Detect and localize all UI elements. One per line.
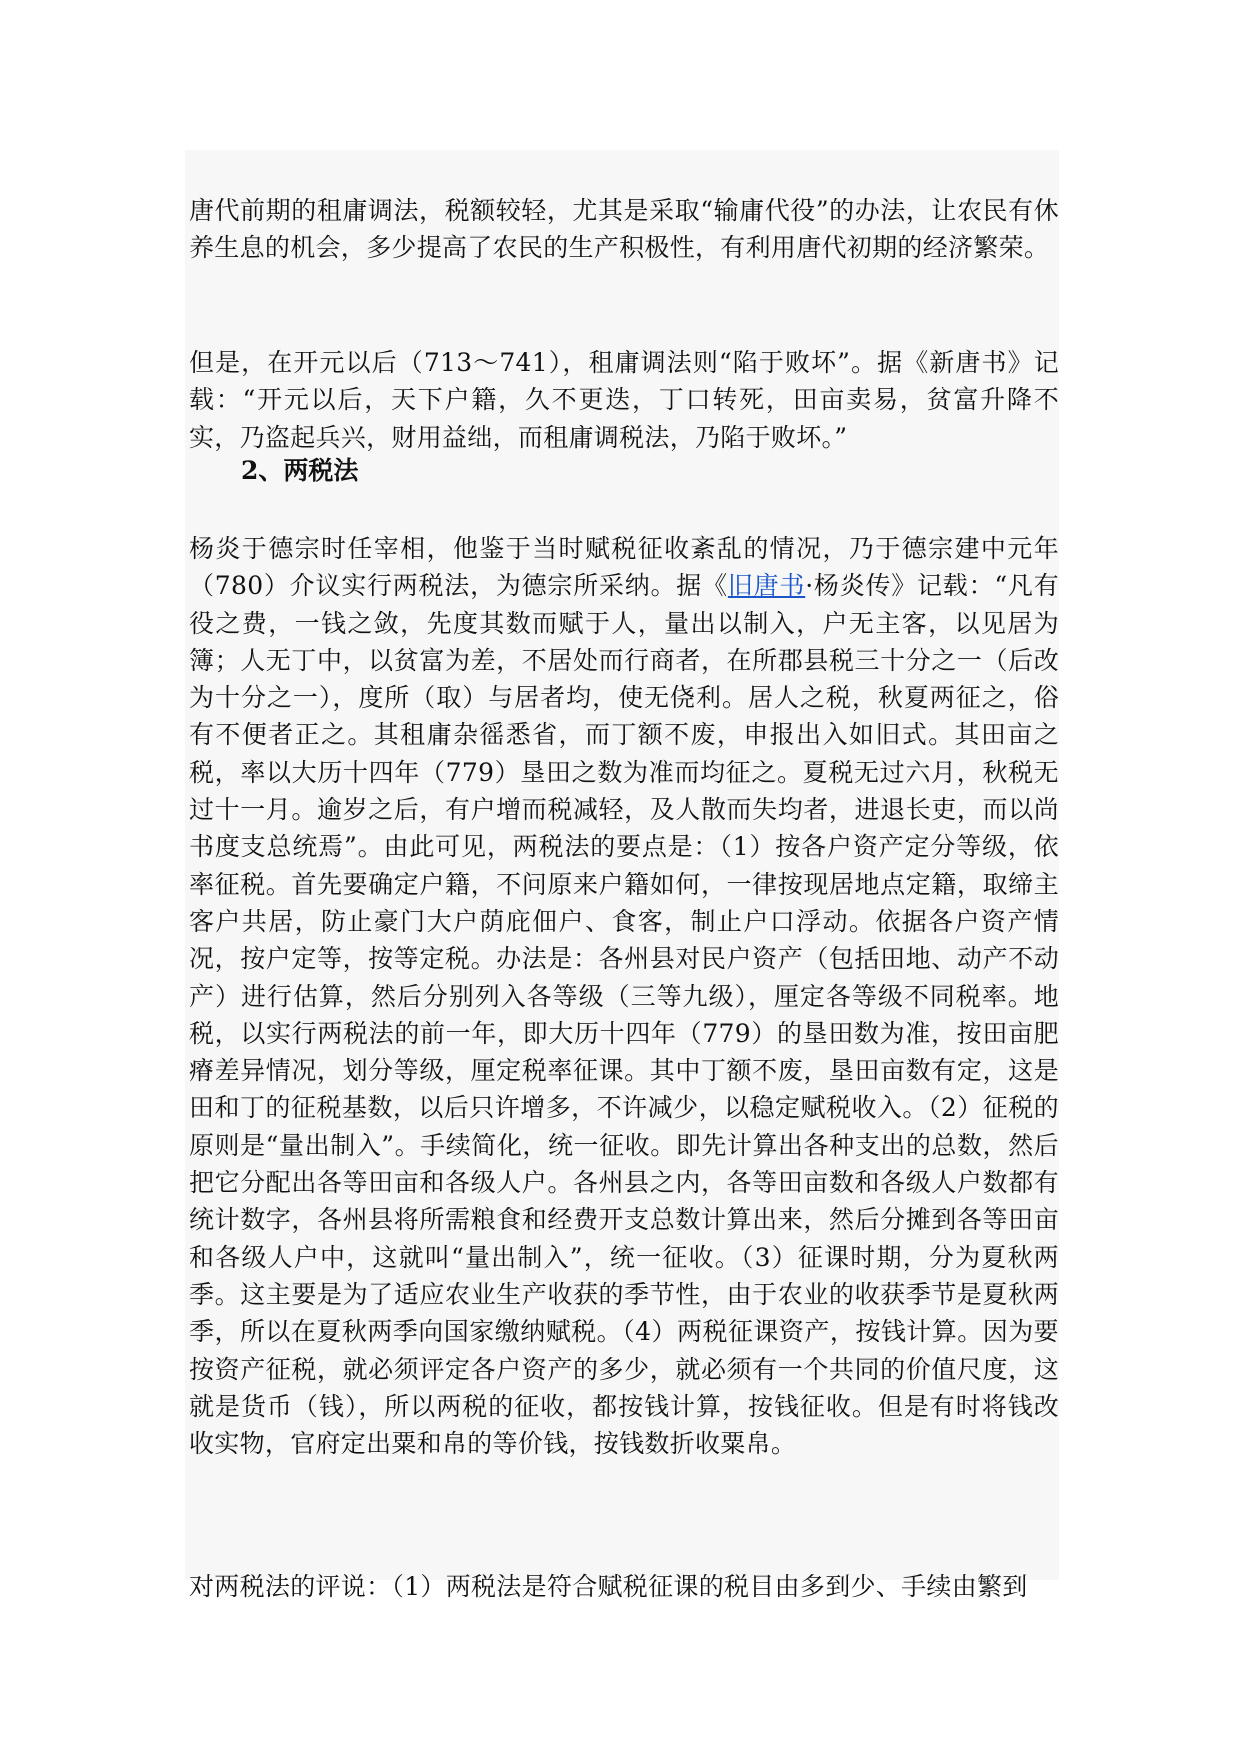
paragraph-text-before-link: 杨炎于德宗时任宰相，他鉴于当时赋税征收紊乱的情况，乃于德宗建中元年（780）介议实行两税法，为德宗所采纳。据《 [189,534,1059,601]
paragraph-yangyan-liangshuifa [189,530,1059,1462]
jiu-tang-shu-link[interactable]: 旧唐书 [727,571,806,601]
paragraph-zuyongdiao-early: 唐代前期的租庸调法，税额较轻，尤其是采取“输庸代役”的办法，让农民有休养生息的机会，多少提高了农民的生产积极性，有利用唐代初期的经济繁荣。 [189,196,1059,263]
paragraph-kaiyuan-decline: 但是，在开元以后（713～741），租庸调法则“陷于败坏”。据《新唐书》记载：“开元以后，天下户籍，久不更迭，丁口转死，田亩卖易，贫富升降不实，乃盗起兵兴，财用益绌，而租庸调税法，乃陷于败坏。” [189,348,1059,452]
paragraph-text-after-link: ·杨炎传》记载：“凡有役之费，一钱之敛，先度其数而赋于人，量出以制入，户无主客，以见居为簿；人无丁中，以贫富为差，不居处而行商者，在所郡县税三十分之一（后改为十分之一），度所（取）与居者均，使无侥利。居人之税，秋夏两征之，俗有不便者正之。其租庸杂徭悉省，而丁额不废，申报出入如旧式。其田亩之税，率以大历十四年（779）垦田之数为准而均征之。夏税无过六月，秋税无过十一月。逾岁之后，有户增而税减轻，及人散而失均者，进退长吏，而以尚书度支总统焉”。由此可见，两税法的要点是：（1）按各户资产定分等级，依率征税。首先要确定户籍，不问原来户籍如何，一律按现居地点定籍，取缔主客户共居，防止豪门大户荫庇佃户、食客，制止户口浮动。依据各户资产情况，按户定等，按等定税。办法是：各州县对民户资产（包括田地、动产不动产）进行估算，然后分别列入各等级（三等九级），厘定各等级不同税率。地税，以实行两税法的前一年，即大历十四年（779）的垦田数为准，按田亩肥瘠差异情况，划分等级，厘定税率征课。其中丁额不废，垦田亩数有定，这是田和丁的征税基数，以后只许增多，不许减少，以稳定赋税收入。（2）征税的原则是“量出制入”。手续简化，统一征收。即先计算出各种支出的总数，然后把它分配出各等田亩和各级人户。各州县之内，各等田亩数和各级人户数都有统计数字，各州县将所需粮食和经费开支总数计算出来，然后分摊到各等田亩和各级人户中，这就叫“量出制入”，统一征收。（3）征课时期，分为夏秋两季。这主要是为了适应农业生产收获的季节性，由于农业的收获季节是夏秋两季，所以在夏秋两季向国家缴纳赋税。（4）两税征课资产，按钱计算。因为要按资产征税，就必须评定各户资产的多少，就必须有一个共同的价值尺度，这就是货币（钱），所以两税的征收，都按钱计算，按钱征收。但是有时将钱改收实物，官府定出粟和帛的等价钱，按钱数折收粟帛。 [189,571,1059,1459]
paragraph-liangshuifa-commentary: 对两税法的评说：（1）两税法是符合赋税征课的税目由多到少、手续由繁到 [189,1572,1028,1601]
section-heading-liangshuifa: 2、两税法 [241,456,359,485]
